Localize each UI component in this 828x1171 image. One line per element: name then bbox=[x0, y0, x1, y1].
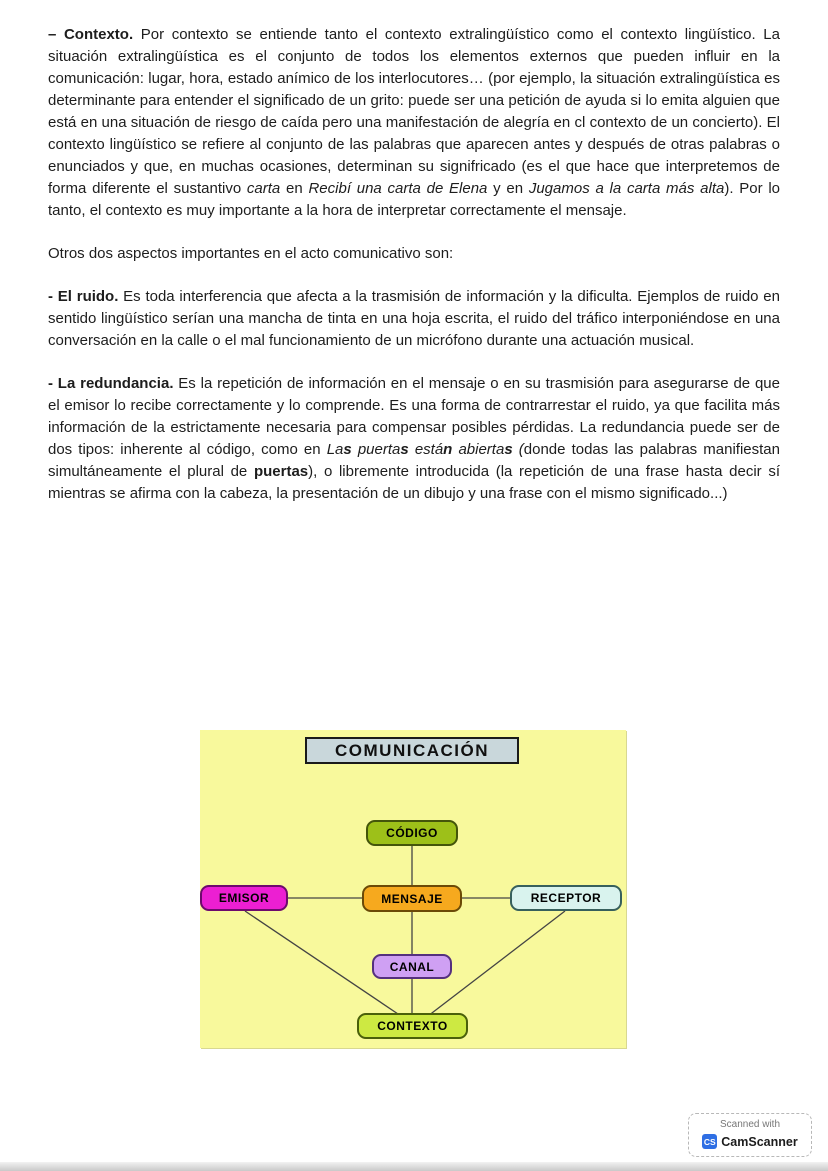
node-codigo: CÓDIGO bbox=[366, 820, 458, 846]
text-block bbox=[48, 24, 780, 526]
node-canal: CANAL bbox=[372, 954, 452, 979]
paragraph-contexto: – Contexto. Por contexto se entiende tanto el contexto extralingüístico como el contexto lingüístico. La situación extralingüística es el conjunto de todos los elementos externos que pueden influir en la comunicación: lugar, hora, estado anímico de los interlocutores… (por ejemplo, la situación extralingüística es determinante para entender el significado de un grito: puede ser una petición de ayuda si lo emita alguien que está en una situación de riesgo de caída pero una manifestación de alegría en cl contexto de un concierto). El contexto lingüístico se refiere al conjunto de las palabras que aparecen antes y después de otras palabras o enunciados y que, en muchas ocasiones, determinan su signifricado (es el que hace que interpretemos de forma diferente el sustantivo carta en Recibí una carta de Elena y en Jugamos a la carta más alta). Por lo tanto, el contexto es muy importante a la hora de interpretar correctamente el mensaje. bbox=[48, 26, 781, 219]
node-receptor: RECEPTOR bbox=[510, 885, 622, 911]
badge-brand-name: CamScanner bbox=[721, 1134, 798, 1149]
node-mensaje: MENSAJE bbox=[362, 885, 462, 912]
communication-diagram bbox=[200, 730, 626, 1048]
diagram-title: COMUNICACIÓN bbox=[305, 737, 519, 764]
badge-caption: Scanned with bbox=[719, 1119, 781, 1130]
badge-brand-row bbox=[695, 1134, 805, 1149]
camscanner-logo-icon: CS bbox=[702, 1134, 717, 1149]
camscanner-badge bbox=[688, 1113, 812, 1157]
node-emisor: EMISOR bbox=[200, 885, 288, 911]
paragraph-la-redundancia: - La redundancia. Es la repetición de información en el mensaje o en su trasmisión para asegurarse de que el emisor lo recibe correctamente y lo comprende. Es una forma de contrarrestar el ruido, ya que facilita más información de la estrictamente necesaria para compensar posibles pérdidas. La redundancia puede ser de dos tipos: inherente al código, como en Las puertas están abiertas (donde todas las palabras manifiestan simultáneamente el plural de puertas), o libremente introducida (la repetición de una frase hasta decir sí mientras se afirma con la cabeza, la presentación de un dibujo y una frase con el mismo significado...) bbox=[48, 375, 780, 502]
scan-edge-artifact bbox=[0, 1162, 828, 1171]
paragraph-otros-aspectos: Otros dos aspectos importantes en el acto comunicativo son: bbox=[48, 245, 454, 262]
paragraph-el-ruido: - El ruido. Es toda interferencia que afecta a la trasmisión de información y la dificulta. Ejemplos de ruido en sentido lingüístico serían una mancha de tinta en una hoja escrita, el ruido del tráfico interponiéndose en una conversación en la calle o el mal funcionamiento de un micrófono durante una actuación musical. bbox=[48, 288, 780, 349]
node-contexto: CONTEXTO bbox=[357, 1013, 468, 1039]
